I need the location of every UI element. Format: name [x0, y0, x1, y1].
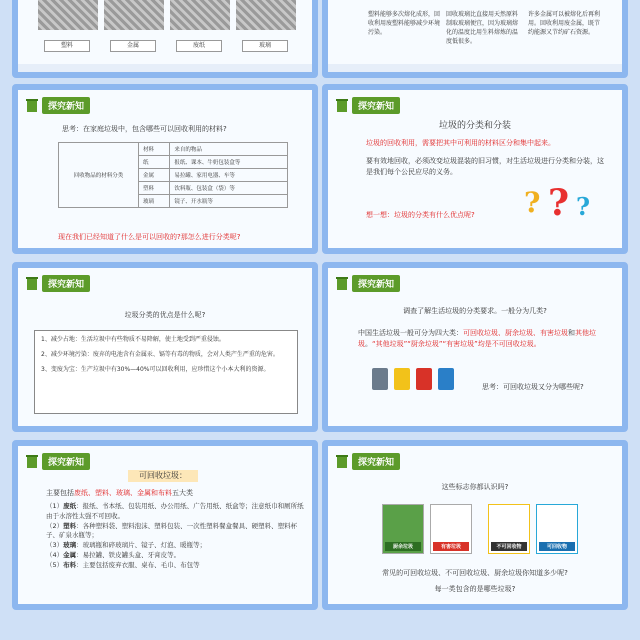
col-header-material: 材料 — [139, 143, 170, 156]
slide-recycling-benefits[interactable] — [322, 0, 628, 78]
section-tag-label: 探究新知 — [42, 275, 90, 292]
materials-table — [58, 142, 288, 208]
kitchen-waste-sign: 厨余垃圾 — [382, 504, 424, 554]
plastic-photo — [38, 0, 98, 30]
slide-materials-photos[interactable] — [12, 0, 318, 78]
section-tag — [24, 274, 90, 292]
slide-title: 垃圾的分类和分装 — [438, 121, 511, 131]
trash-bins-illustration — [372, 368, 454, 390]
paragraph-1: 垃圾的回收利用，需要把其中可利用的材料区分和集中起来。 — [366, 139, 555, 147]
question: 调查了解生活垃圾的分类要求。一般分为几类? — [403, 307, 547, 315]
col-header-items: 来自的物品 — [170, 143, 288, 156]
slide-waste-signs[interactable] — [322, 440, 628, 610]
list-item: （5）布料：主要包括废弃衣服、桌布、毛巾、布包等 — [46, 560, 200, 569]
list-item: （3）玻璃：玻璃瓶和碎玻璃片、镜子、灯泡、暖瓶等； — [46, 541, 207, 549]
section-tag — [334, 96, 400, 114]
table-cell: 易拉罐、家用电器、车等 — [170, 169, 288, 182]
benefit-metal: 许多金属可以被熔化后再利用。回收利用废金属，既节约能源又节约矿石资源。 — [528, 11, 601, 36]
label-plastic: 塑料 — [44, 40, 90, 52]
trash-bin-icon — [24, 453, 40, 469]
bin-red-icon — [416, 368, 432, 390]
table-cell: 饮料瓶、包装盒（袋）等 — [170, 182, 288, 195]
advantage-item: 3、变废为宝：生产垃圾中有30%—40%可以回收利用，应珍惜这个小本大利的资源。 — [41, 366, 270, 373]
think-question: 思考：可回收垃圾又分为哪些呢? — [482, 383, 584, 391]
think-question: 想一想：垃圾的分类有什么优点呢? — [366, 211, 475, 219]
benefit-plastic: 塑料能够多次熔化成形，回收利用废塑料能够减少环境污染。 — [368, 11, 441, 36]
trash-bin-icon — [334, 275, 350, 291]
question-mark-icon: ? — [524, 186, 541, 219]
hazardous-waste-sign: 有害垃圾 — [430, 504, 472, 554]
row-header: 回收物品的材料分类 — [59, 143, 139, 208]
advantage-item: 1、减少占地：生活垃圾中有些物质不易降解，使土地受到严重侵蚀。 — [41, 336, 225, 343]
question-3: 每一类包含的是哪些垃圾? — [434, 585, 516, 593]
recyclable-list — [46, 502, 308, 570]
question: 这些标志你都认识吗? — [441, 483, 509, 491]
bin-blue-icon — [438, 368, 454, 390]
section-tag — [24, 452, 90, 470]
trash-bin-icon — [24, 97, 40, 113]
section-tag — [334, 452, 400, 470]
section-tag-label: 探究新知 — [42, 453, 90, 470]
question: 垃圾分类的优点是什么呢? — [124, 311, 206, 319]
label-glass: 玻璃 — [242, 40, 288, 52]
footer-question: 现在我们已经知道了什么是可以回收的?那怎么进行分类呢? — [58, 233, 241, 241]
question: 思考：在家庭垃圾中，包含哪些可以回收利用的材料? — [62, 125, 227, 133]
section-tag-label: 探究新知 — [352, 275, 400, 292]
benefit-glass: 回收玻璃比直接用天然原料制取玻璃便宜，因为玻璃熔化的温度比用生料熔炼的温度低很多。 — [446, 11, 519, 45]
advantage-item: 2、减少环境污染：废弃的电池含有金属汞、镉等有毒的物质，会对人类产生严重的危害。 — [41, 351, 279, 358]
slide-household-materials[interactable] — [12, 84, 318, 254]
recyclable-sign: 可回收物 — [536, 504, 578, 554]
section-tag-label: 探究新知 — [352, 453, 400, 470]
slide-sorting-advantages[interactable] — [12, 262, 318, 432]
question-2: 常见的可回收垃圾、不可回收垃圾、厨余垃圾你知道多少呢? — [382, 569, 568, 577]
list-item: （2）塑料：各种塑料袋、塑料泡沫、塑料包装、一次性塑料餐盒餐具、硬塑料、塑料杯子、矿泉水瓶等； — [46, 521, 298, 540]
advantages-box — [34, 330, 298, 414]
slide-sorting-intro[interactable] — [322, 84, 628, 254]
label-metal: 金属 — [110, 40, 156, 52]
section-tag — [24, 96, 90, 114]
trash-bin-icon — [334, 453, 350, 469]
metal-photo — [104, 0, 164, 30]
slide-four-categories[interactable] — [322, 262, 628, 432]
table-cell: 纸 — [139, 156, 170, 169]
list-item: （4）金属：易拉罐、铁皮罐头盒、牙膏皮等。 — [46, 550, 181, 559]
section-tag-label: 探究新知 — [42, 97, 90, 114]
slide-recyclable-waste[interactable] — [12, 440, 318, 610]
table-cell: 塑料 — [139, 182, 170, 195]
glass-photo — [236, 0, 296, 30]
table-cell: 报纸、课本、牛奶包装盒等 — [170, 156, 288, 169]
section-tag-label: 探究新知 — [352, 97, 400, 114]
paragraph-2: 要有效地回收，必须改变垃圾混装的旧习惯，对生活垃圾进行分类和分装，这是我们每个公民应尽的义务。 — [366, 157, 604, 176]
table-cell: 金属 — [139, 169, 170, 182]
trash-bin-icon — [24, 275, 40, 291]
table-cell: 镜子、开水瓶等 — [170, 195, 288, 208]
slide-title: 可回收垃圾： — [128, 470, 198, 482]
section-tag — [334, 274, 400, 292]
bin-gray-icon — [372, 368, 388, 390]
intro: 主要包括废纸、塑料、玻璃、金属和布料五大类 — [46, 489, 193, 497]
categories-text: 中国生活垃圾一般可分为四大类：可回收垃圾、厨余垃圾、有害垃圾和其他垃圾。“其他垃圾”“厨余垃圾”“有害垃圾”均是不可回收垃圾。 — [358, 329, 596, 348]
paper-photo — [170, 0, 230, 30]
trash-bin-icon — [334, 97, 350, 113]
question-mark-icon: ? — [576, 192, 591, 221]
list-item: （1）废纸：报纸、书本纸、包装用纸、办公用纸、广告用纸、纸盒等；注意纸巾和厕所纸由于水溶性太强不可回收。 — [46, 502, 304, 520]
bin-yellow-icon — [394, 368, 410, 390]
table-cell: 玻璃 — [139, 195, 170, 208]
non-recyclable-sign: 不可回收物 — [488, 504, 530, 554]
question-mark-icon: ? — [548, 182, 570, 224]
label-paper: 废纸 — [176, 40, 222, 52]
